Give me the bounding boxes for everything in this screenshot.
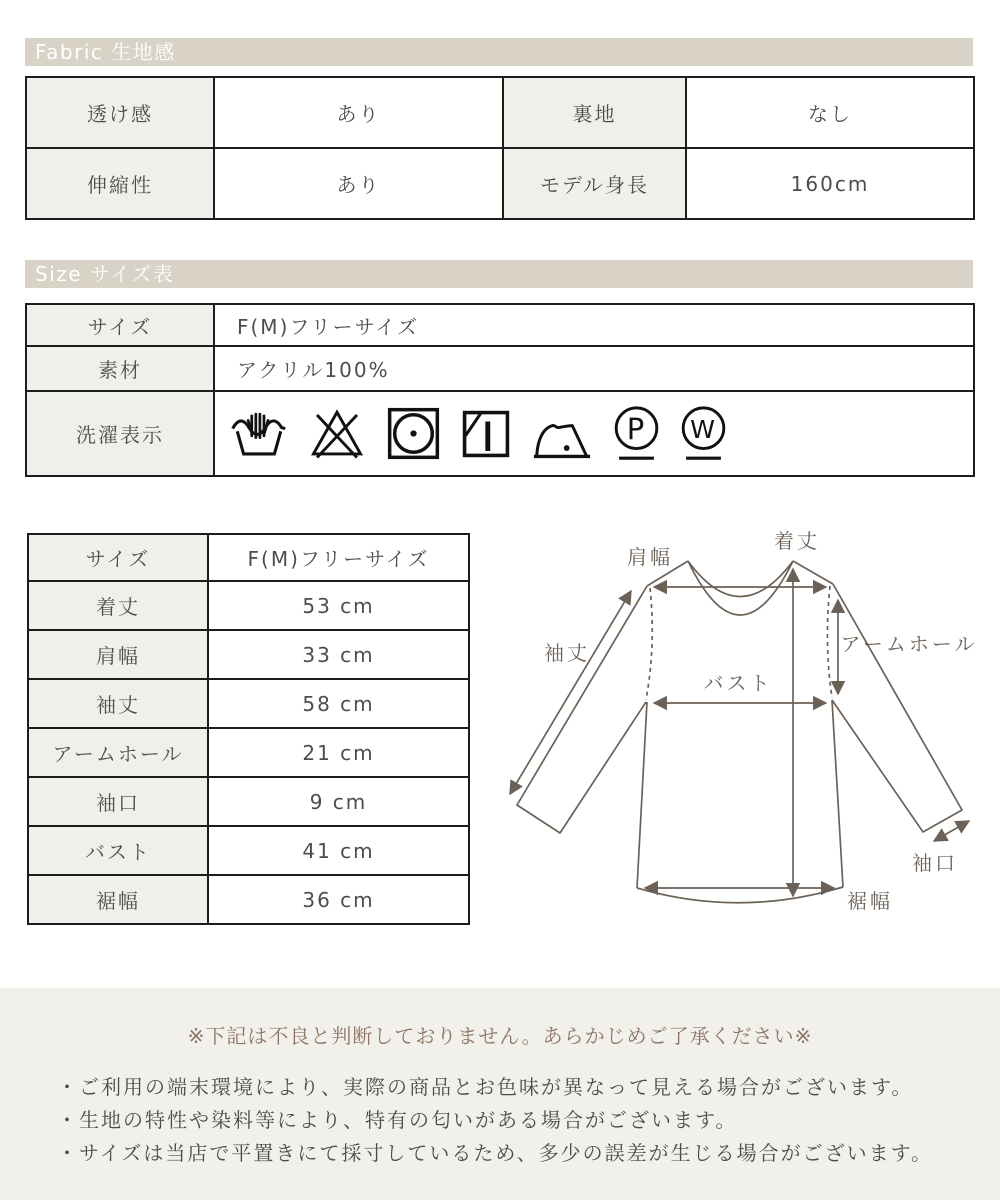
table-row bbox=[26, 304, 974, 346]
spec-label-cell: 素材 bbox=[26, 346, 214, 391]
measure-label-cell: 着丈 bbox=[28, 581, 208, 630]
table-row bbox=[28, 581, 469, 630]
measurement-arrows bbox=[510, 569, 969, 896]
tumble-dry-low-heat-icon bbox=[386, 406, 441, 461]
diagram-label-armhole: アームホール bbox=[840, 632, 978, 656]
spec-value-cell: あり bbox=[214, 148, 503, 219]
spec-label-cell: 裏地 bbox=[503, 77, 686, 148]
spec-value-cell: F(M)フリーサイズ bbox=[214, 304, 974, 346]
professional-dry-clean-gentle-icon bbox=[613, 404, 660, 464]
care-symbols-row bbox=[216, 404, 972, 464]
note-item: ・生地の特性や染料等により、特有の匂いがある場合がございます。 bbox=[57, 1108, 738, 1132]
spec-label-cell: モデル身長 bbox=[503, 148, 686, 219]
measure-label-cell: 裾幅 bbox=[28, 875, 208, 924]
diagram-label-length: 着丈 bbox=[774, 529, 820, 553]
care-symbols-cell bbox=[214, 391, 974, 476]
table-row bbox=[28, 630, 469, 679]
spec-value-cell: 160cm bbox=[686, 148, 974, 219]
size-info-table bbox=[25, 303, 975, 477]
measure-value-cell: 21 cm bbox=[208, 728, 469, 777]
measure-label-cell: 袖丈 bbox=[28, 679, 208, 728]
garment-outline bbox=[517, 561, 962, 903]
table-row bbox=[26, 77, 974, 148]
measure-value-cell: 58 cm bbox=[208, 679, 469, 728]
measure-value-cell: 36 cm bbox=[208, 875, 469, 924]
table-row bbox=[28, 728, 469, 777]
spec-label-cell: サイズ bbox=[26, 304, 214, 346]
table-row bbox=[28, 679, 469, 728]
wet-clean-letter: W bbox=[690, 414, 717, 444]
measure-label-cell: サイズ bbox=[28, 534, 208, 581]
measure-value-cell: 9 cm bbox=[208, 777, 469, 826]
table-row bbox=[26, 391, 974, 476]
garment-measurement-diagram bbox=[480, 520, 1000, 940]
table-row bbox=[26, 346, 974, 391]
notes-section bbox=[0, 988, 1000, 1200]
measurement-table bbox=[27, 533, 470, 925]
note-item: ・ご利用の端末環境により、実際の商品とお色味が異なって見える場合がございます。 bbox=[57, 1075, 914, 1099]
spec-value-cell: なし bbox=[686, 77, 974, 148]
measure-label-cell: 袖口 bbox=[28, 777, 208, 826]
diagram-label-shoulder: 肩幅 bbox=[627, 545, 673, 569]
table-row bbox=[26, 148, 974, 219]
diagram-label-cuff: 袖口 bbox=[912, 851, 958, 875]
notes-list bbox=[0, 1071, 1000, 1170]
diagram-label-hem: 裾幅 bbox=[847, 889, 893, 913]
size-section-heading: Size サイズ表 bbox=[25, 260, 973, 288]
notes-title: ※下記は不良と判断しておりません。あらかじめご了承ください※ bbox=[187, 1024, 813, 1048]
measure-value-cell: 33 cm bbox=[208, 630, 469, 679]
diagram-label-bust: バスト bbox=[703, 671, 773, 695]
diagram-label-sleeve: 袖丈 bbox=[544, 641, 590, 665]
measure-value-cell: F(M)フリーサイズ bbox=[208, 534, 469, 581]
spec-label-cell: 洗濯表示 bbox=[26, 391, 214, 476]
table-row bbox=[28, 777, 469, 826]
measure-label-cell: バスト bbox=[28, 826, 208, 875]
spec-value-cell: あり bbox=[214, 77, 503, 148]
dry-clean-letter: P bbox=[626, 411, 647, 446]
fabric-spec-table bbox=[25, 76, 975, 220]
note-item: ・サイズは当店で平置きにて採寸しているため、多少の誤差が生じる場合がございます。 bbox=[57, 1141, 933, 1165]
do-not-bleach-icon bbox=[308, 405, 366, 463]
spec-label-cell: 透け感 bbox=[26, 77, 214, 148]
table-row bbox=[28, 875, 469, 924]
measure-value-cell: 53 cm bbox=[208, 581, 469, 630]
hand-wash-icon bbox=[230, 405, 288, 463]
table-row bbox=[28, 534, 469, 581]
measure-value-cell: 41 cm bbox=[208, 826, 469, 875]
professional-wet-clean-gentle-icon bbox=[680, 404, 727, 464]
table-row bbox=[28, 826, 469, 875]
spec-value-cell: アクリル100% bbox=[214, 346, 974, 391]
line-dry-in-shade-icon bbox=[461, 409, 511, 459]
measure-label-cell: アームホール bbox=[28, 728, 208, 777]
measure-label-cell: 肩幅 bbox=[28, 630, 208, 679]
iron-low-heat-icon bbox=[531, 405, 593, 463]
spec-label-cell: 伸縮性 bbox=[26, 148, 214, 219]
fabric-section-heading: Fabric 生地感 bbox=[25, 38, 973, 66]
